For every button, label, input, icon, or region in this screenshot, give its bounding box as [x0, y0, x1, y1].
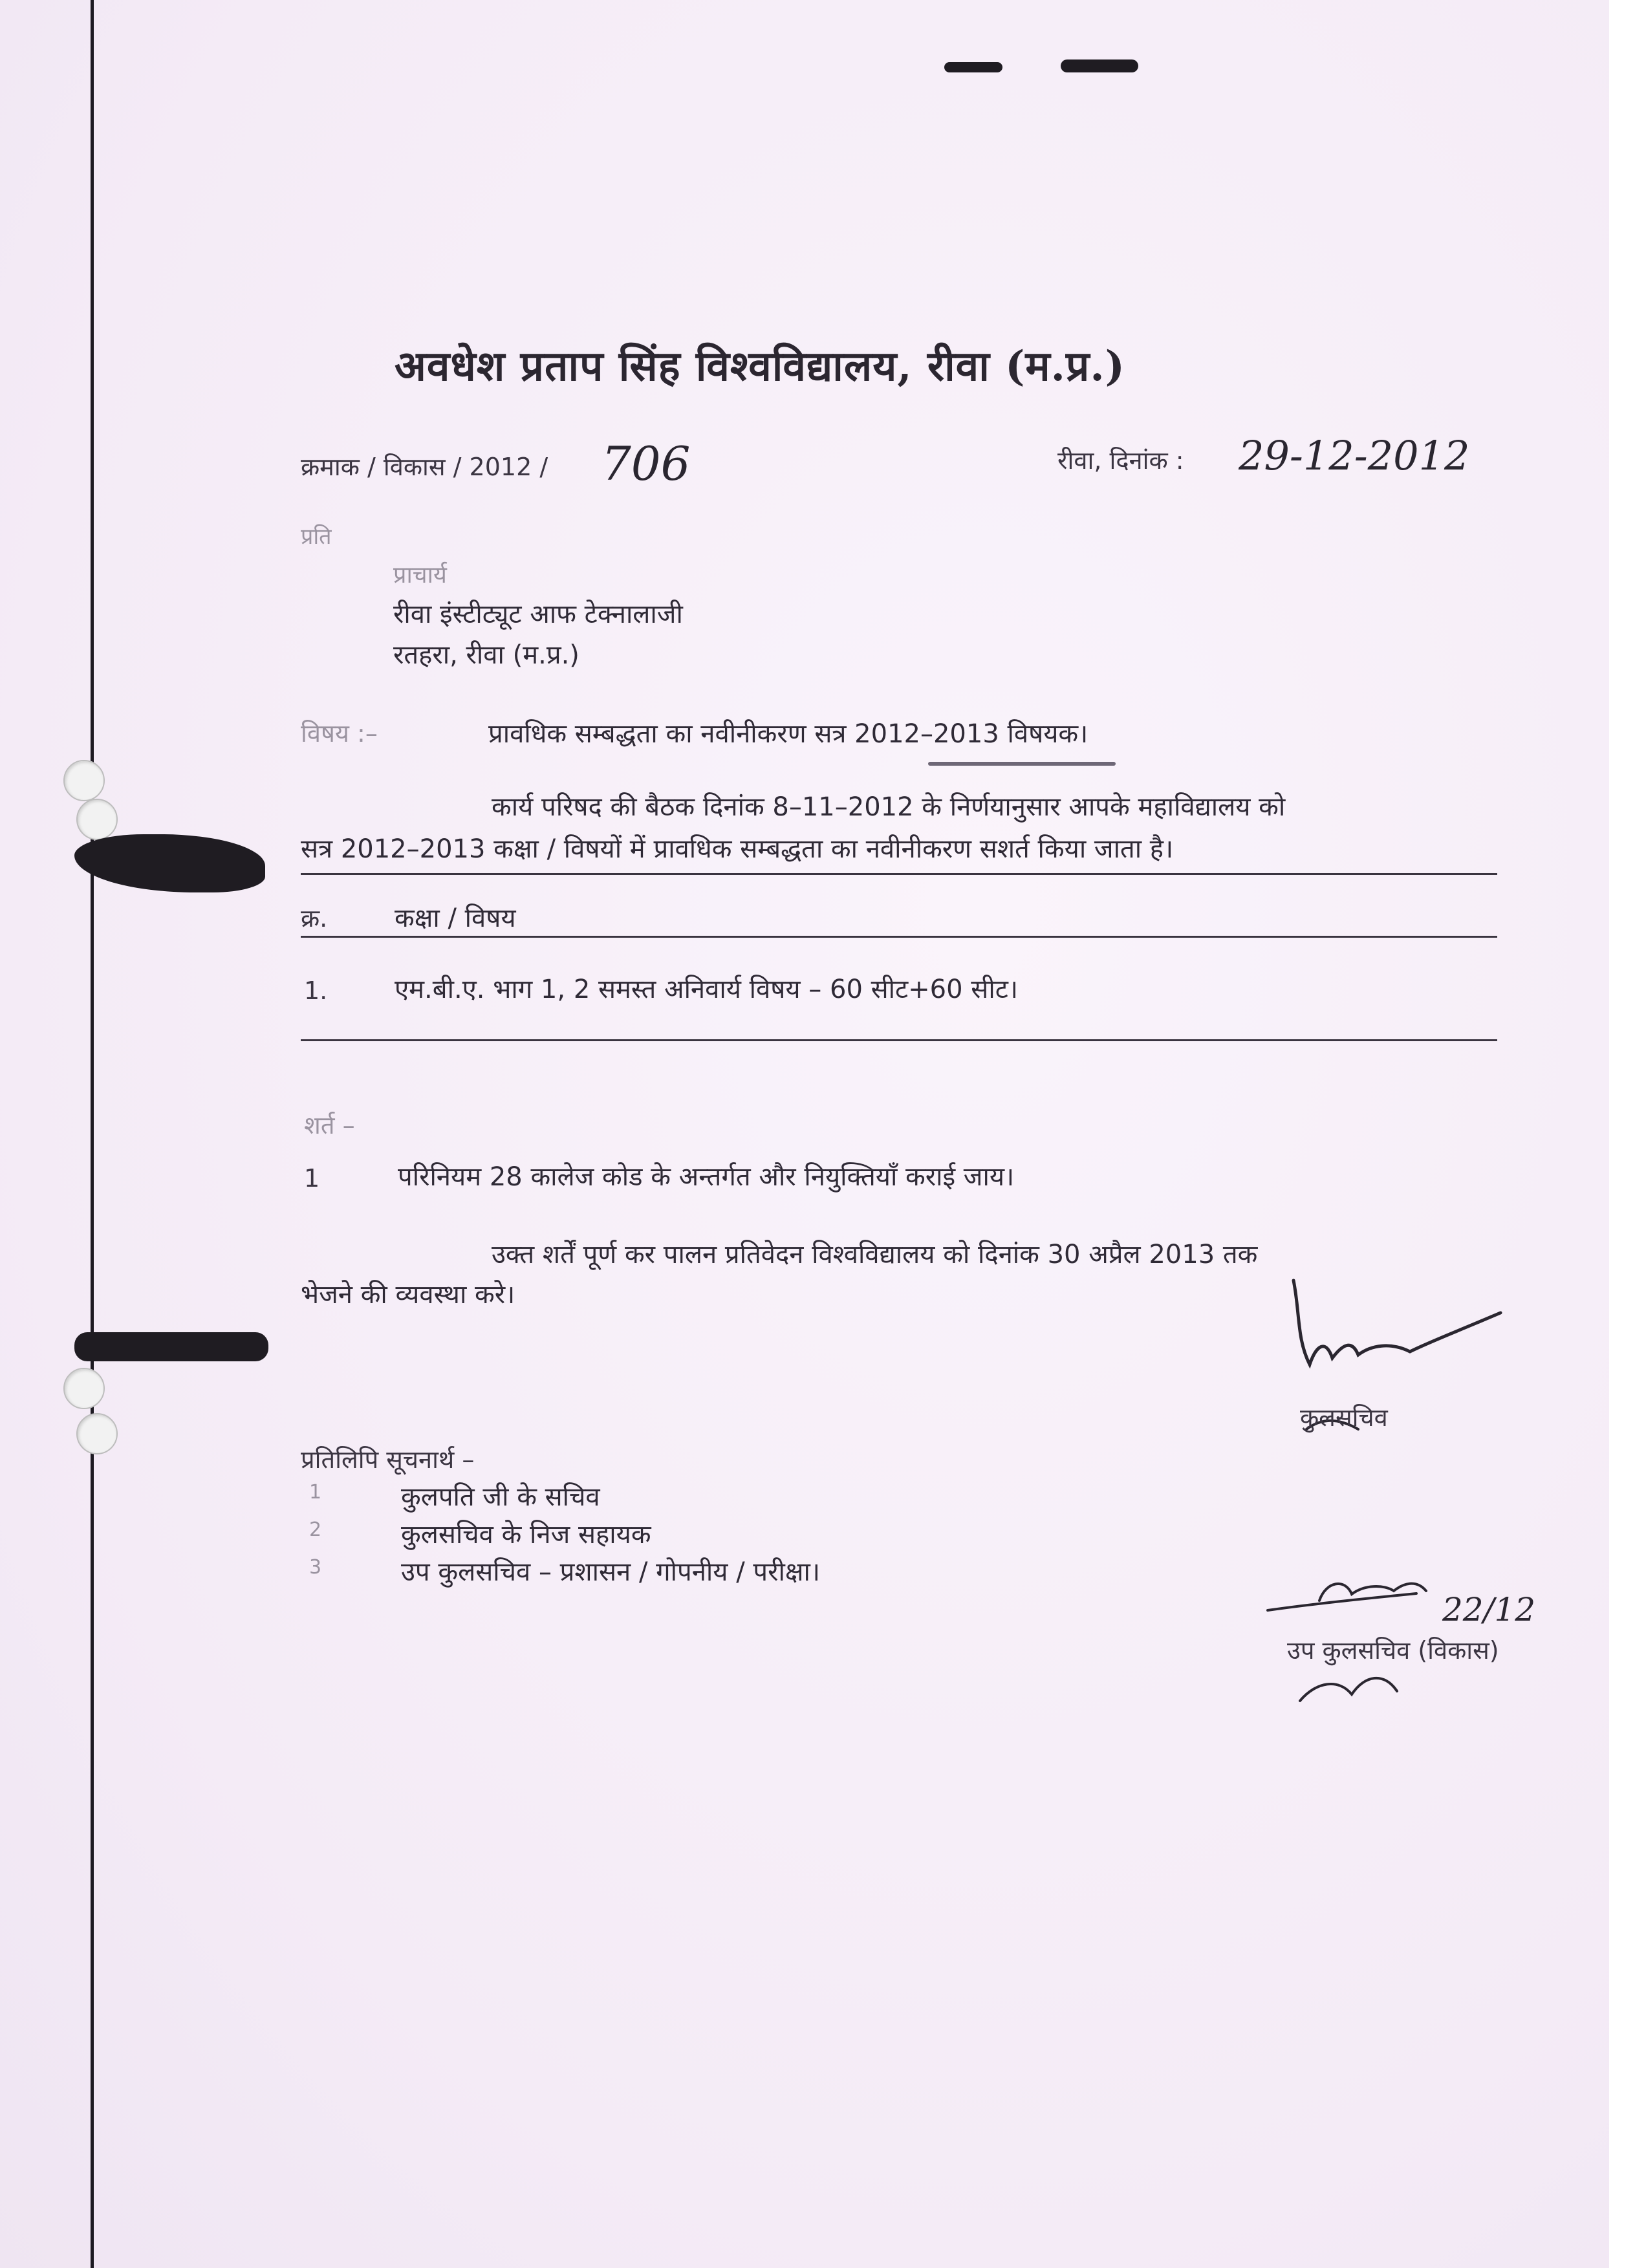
copy-item-1: कुलपति जी के सचिव: [401, 1482, 600, 1512]
subject-text: प्रावधिक सम्बद्धता का नवीनीकरण सत्र 2012–2013 विषयक।: [488, 719, 1088, 749]
table-row-text: एम.बी.ए. भाग 1, 2 समस्त अनिवार्य विषय – 60 सीट+60 सीट।: [395, 975, 1019, 1004]
scan-edge: [1609, 0, 1635, 2268]
copies-label: प्रतिलिपि सूचनार्थ –: [301, 1445, 475, 1474]
recipient-institute: रीवा इंस्टीट्यूट आफ टेक्नालाजी: [393, 599, 683, 629]
registrar-title: कुलसचिव: [1300, 1403, 1388, 1432]
punch-hole: [76, 1413, 118, 1454]
date-label: रीवा, दिनांक :: [1057, 446, 1184, 475]
table-header-subject: कक्षा / विषय: [395, 903, 516, 933]
conditions-label: शर्त –: [304, 1111, 355, 1139]
condition-num: 1: [304, 1164, 320, 1193]
punch-hole: [63, 1368, 105, 1409]
copy-num-2: 2: [309, 1518, 322, 1541]
binding-margin-line: [91, 0, 94, 2268]
body-line-1: कार्य परिषद की बैठक दिनांक 8–11–2012 के निर्णयानुसार आपके महाविद्यालय को: [492, 792, 1286, 822]
reference-prefix: क्रमाक / विकास / 2012 /: [301, 453, 548, 481]
date-value: 29-12-2012: [1239, 432, 1470, 479]
university-title: अवधेश प्रताप सिंह विश्वविद्यालय, रीवा (म.प्र.): [395, 342, 1125, 391]
copy-num-1: 1: [309, 1481, 322, 1504]
recipient-designation: प्राचार्य: [393, 562, 447, 589]
table-row-num: 1.: [304, 977, 328, 1005]
table-bottom-rule: [301, 1039, 1497, 1041]
copy-item-3: उप कुलसचिव – प्रशासन / गोपनीय / परीक्षा।: [401, 1557, 821, 1587]
punch-hole: [63, 760, 105, 801]
reference-number: 706: [601, 437, 691, 491]
deputy-handwritten-date: 22/12: [1442, 1591, 1536, 1628]
table-top-rule: [301, 873, 1497, 875]
deputy-registrar-title: उप कुलसचिव (विकास): [1287, 1636, 1499, 1665]
condition-text: परिनियम 28 कालेज कोड के अन्तर्गत और नियुक्तियाँ कराई जाय।: [398, 1162, 1015, 1192]
recipient-prati: प्रति: [301, 524, 332, 550]
recipient-address: रतहरा, रीवा (म.प्र.): [393, 640, 579, 670]
table-header-rule: [301, 936, 1497, 938]
punch-hole: [76, 799, 118, 840]
subject-label: विषय :–: [301, 719, 378, 748]
body-line-2: सत्र 2012–2013 कक्षा / विषयों में प्रावधिक सम्बद्धता का नवीनीकरण सशर्त किया जाता है।: [301, 834, 1174, 864]
subject-underline-mark: [928, 762, 1116, 766]
copy-item-2: कुलसचिव के निज सहायक: [401, 1520, 651, 1550]
ink-blotch: [74, 1332, 268, 1361]
table-header-num: क्र.: [301, 904, 328, 933]
compliance-line-2: भेजने की व्यवस्था करे।: [301, 1280, 515, 1310]
compliance-line-1: उक्त शर्तें पूर्ण कर पालन प्रतिवेदन विश्वविद्यालय को दिनांक 30 अप्रैल 2013 तक: [492, 1240, 1258, 1269]
ink-mark: [1061, 59, 1138, 72]
ink-mark: [944, 62, 1002, 72]
copy-num-3: 3: [309, 1556, 322, 1579]
